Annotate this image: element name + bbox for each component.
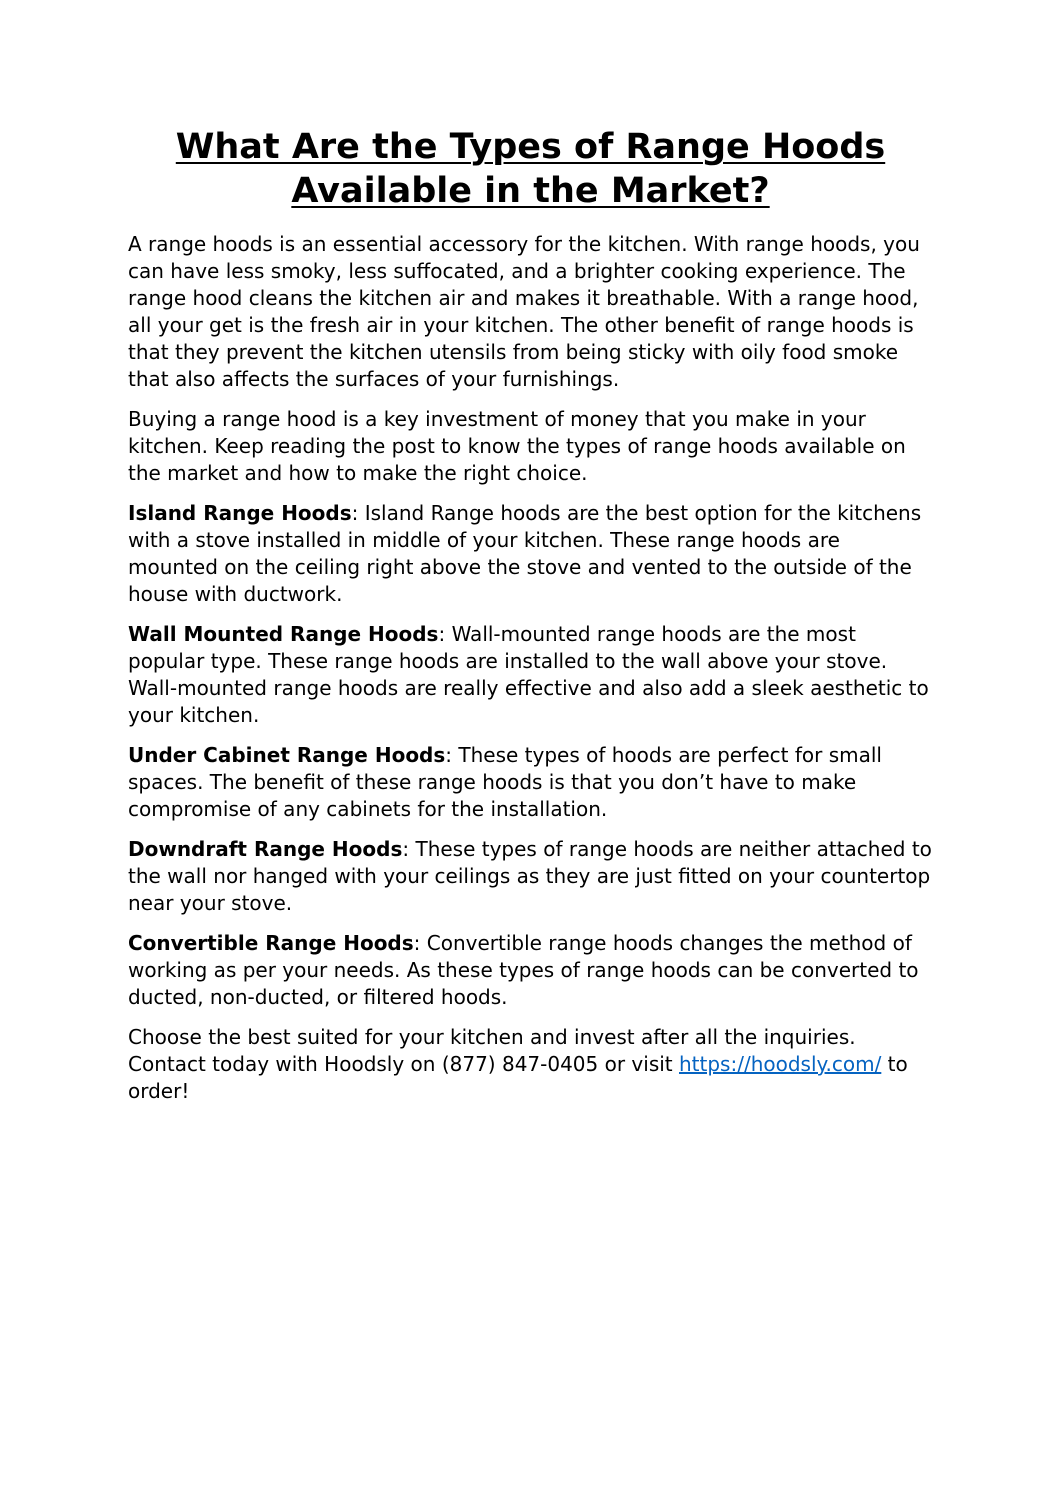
document-page xyxy=(128,125,933,1118)
section-heading-under-cabinet: Under Cabinet Range Hoods xyxy=(128,743,446,767)
title-line-1: What Are the Types of Range Hoods xyxy=(175,127,886,167)
section-wall-mounted xyxy=(128,621,933,729)
section-convertible xyxy=(128,930,933,1011)
section-text-wall-mounted: : Wall-mounted range hoods are the most popular type. These range hoods are installed to the wall above your stove. Wall-mounted range hoods are really effective and also add a sleek aesthetic to your kitchen. xyxy=(128,622,929,727)
section-heading-convertible: Convertible Range Hoods xyxy=(128,931,414,955)
section-under-cabinet xyxy=(128,742,933,823)
intro-paragraph: A range hoods is an essential accessory for the kitchen. With range hoods, you can have less smoky, less suffocated, and a brighter cooking experience. The range hood cleans the kitchen air and makes it breathable. With a range hood, all your get is the fresh air in your kitchen. The other benefit of range hoods is that they prevent the kitchen utensils from being sticky with oily food smoke that also affects the surfaces of your furnishings. xyxy=(128,232,920,391)
section-heading-island: Island Range Hoods xyxy=(128,501,352,525)
section-text-under-cabinet: : These types of hoods are perfect for small spaces. The benefit of these range hoods is that you don’t have to make compromise of any cabinets for the installation. xyxy=(128,743,882,821)
section-downdraft xyxy=(128,836,933,917)
buying-paragraph: Buying a range hood is a key investment of money that you make in your kitchen. Keep reading the post to know the types of range hoods available on the market and how to make the right choice. xyxy=(128,407,906,485)
section-heading-wall-mounted: Wall Mounted Range Hoods xyxy=(128,622,439,646)
closing-text: Choose the best suited for your kitchen and invest after all the inquiries. Contact today with Hoodsly on (877) 847-0405 or visit xyxy=(128,1025,856,1076)
hoodsly-link[interactable]: https://hoodsly.com/ xyxy=(679,1052,882,1076)
closing-suffix: to order! xyxy=(128,1052,908,1103)
section-text-convertible: : Convertible range hoods changes the method of working as per your needs. As these types of range hoods can be converted to ducted, non-ducted, or filtered hoods. xyxy=(128,931,919,1009)
document-title xyxy=(128,125,933,213)
section-text-downdraft: : These types of range hoods are neither attached to the wall nor hanged with your ceilings as they are just fitted on your countertop near your stove. xyxy=(128,837,932,915)
section-heading-downdraft: Downdraft Range Hoods xyxy=(128,837,403,861)
section-text-island: : Island Range hoods are the best option for the kitchens with a stove installed in middle of your kitchen. These range hoods are mounted on the ceiling right above the stove and vented to the outside of the house with ductwork. xyxy=(128,501,922,606)
closing-paragraph xyxy=(128,1024,933,1105)
title-line-2: Available in the Market? xyxy=(291,171,770,211)
section-island xyxy=(128,500,933,608)
